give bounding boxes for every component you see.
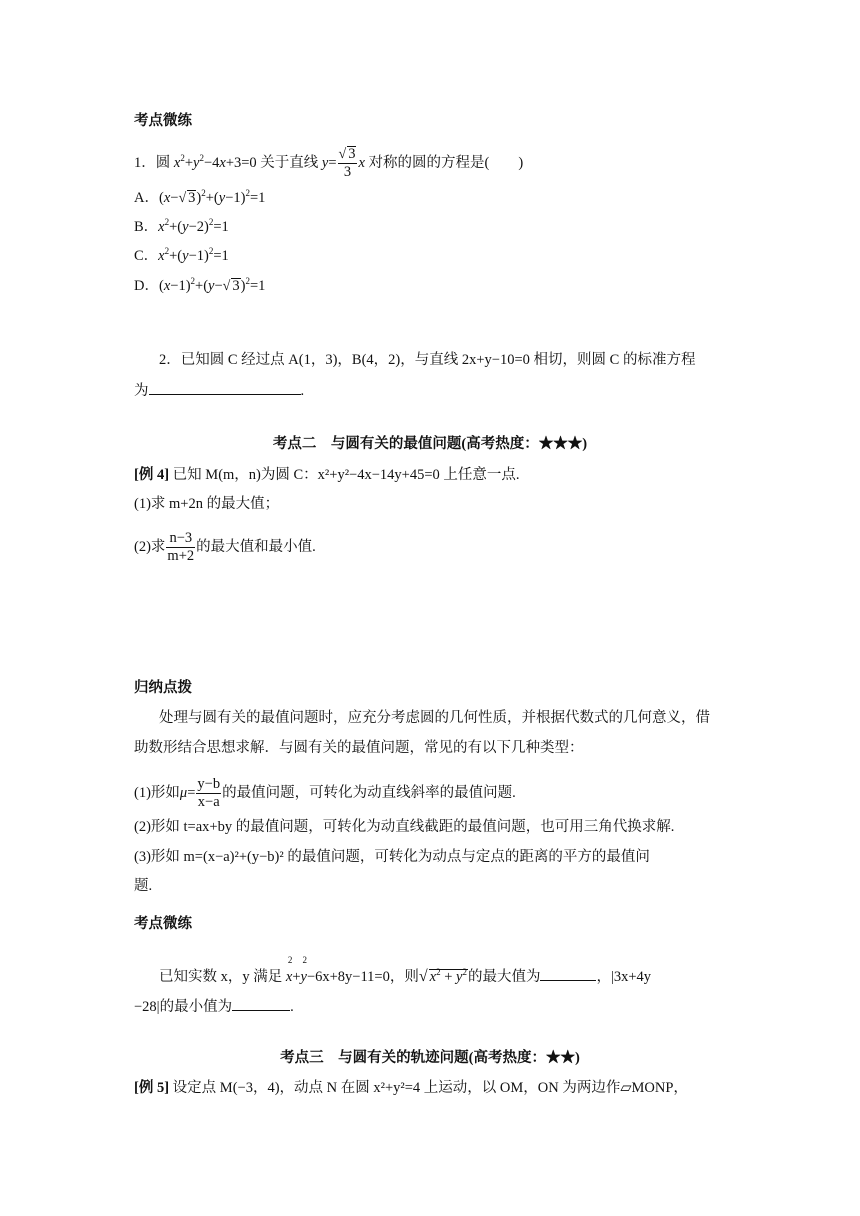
- summary-type-1: (1)形如μ= $\frac{y-b}{x-a}$ 的最值问题，可转化为动直线斜率的最值问题.: [134, 776, 516, 810]
- example-4-stem: [例 4] 已知 M(m，n)为圆 C：x²+y²−4x−14y+45=0 上任意一点.: [134, 467, 520, 483]
- answer-blank-min[interactable]: [232, 996, 290, 1011]
- option-c[interactable]: C．$x^2+(y-1)^2=1$: [134, 246, 229, 264]
- topic-2-title: 考点二 与圆有关的最值问题(高考热度：★★★): [272, 436, 588, 452]
- example-5-stem: [例 5] 设定点 M(−3，4)，动点 N 在圆 x²+y²=4 上运动，以 OM，ON 为两边作▱MONP，: [134, 1080, 688, 1096]
- fraction-sqrt3-over-3: $\frac{√ 3}{3}$: [338, 146, 356, 180]
- option-a[interactable]: A．(x−√ $3)^2+(y-1)^2=1$: [134, 188, 266, 206]
- summary-type-3-line-2: 题.: [134, 878, 153, 894]
- question-3-line-2: −28|的最小值为 .: [134, 996, 294, 1017]
- summary-type-3-line-1: (3)形如 m=(x−a)²+(y−b)² 的最值问题，可转化为动点与定点的距离的平方的最值问: [134, 849, 650, 865]
- question-3-line-1: 已知实数 x，y 满足 x 2 +y 2 −6x+8y−11=0，则√ $x^2 + y^2$的最大值为 ，|3x+4y: [159, 955, 652, 985]
- summary-type-2: (2)形如 t=ax+by 的最值问题，可转化为动直线截距的最值问题，也可用三角代换求解.: [134, 819, 675, 835]
- fraction-yb-over-xa: $\frac{y-b}{x-a}$: [197, 776, 221, 810]
- topic-3-title: 考点三 与圆有关的轨迹问题(高考热度：★★): [280, 1050, 580, 1066]
- question-2-line-2: 为 .: [134, 380, 304, 401]
- summary-heading: 归纳点拨: [134, 680, 192, 696]
- question-1-stem: 1．圆 $x^2+y^2-4x+3=0$ 关于直线 y= $\frac{√ 3}{3}$ x 对称的圆的方程是( ): [134, 146, 524, 180]
- section-heading-practice-2: 考点微练: [134, 916, 192, 932]
- option-b[interactable]: B．$x^2+(y-2)^2=1$: [134, 217, 229, 235]
- section-heading-practice-1: 考点微练: [134, 113, 192, 129]
- option-d[interactable]: D．$(x-1)^2+(y-√$ 3)$^2$=1: [134, 276, 266, 294]
- example-4-part-1: (1)求 m+2n 的最大值；: [134, 496, 280, 512]
- answer-blank-q2[interactable]: [149, 380, 301, 395]
- summary-paragraph-line-1: 处理与圆有关的最值问题时，应充分考虑圆的几何性质，并根据代数式的几何意义，借: [159, 710, 710, 726]
- question-2-line-1: 2．已知圆 C 经过点 A(1，3)，B(4，2)，与直线 2x+y−10=0 相切，则圆 C 的标准方程: [159, 352, 696, 368]
- answer-blank-max[interactable]: [540, 966, 596, 981]
- summary-paragraph-line-2: 助数形结合思想求解．与圆有关的最值问题，常见的有以下几种类型：: [134, 740, 584, 756]
- fraction-n3-over-m2: $\frac{n-3}{m+2}$: [167, 530, 195, 564]
- example-4-part-2: (2)求 $\frac{n-3}{m+2}$ 的最大值和最小值.: [134, 530, 316, 564]
